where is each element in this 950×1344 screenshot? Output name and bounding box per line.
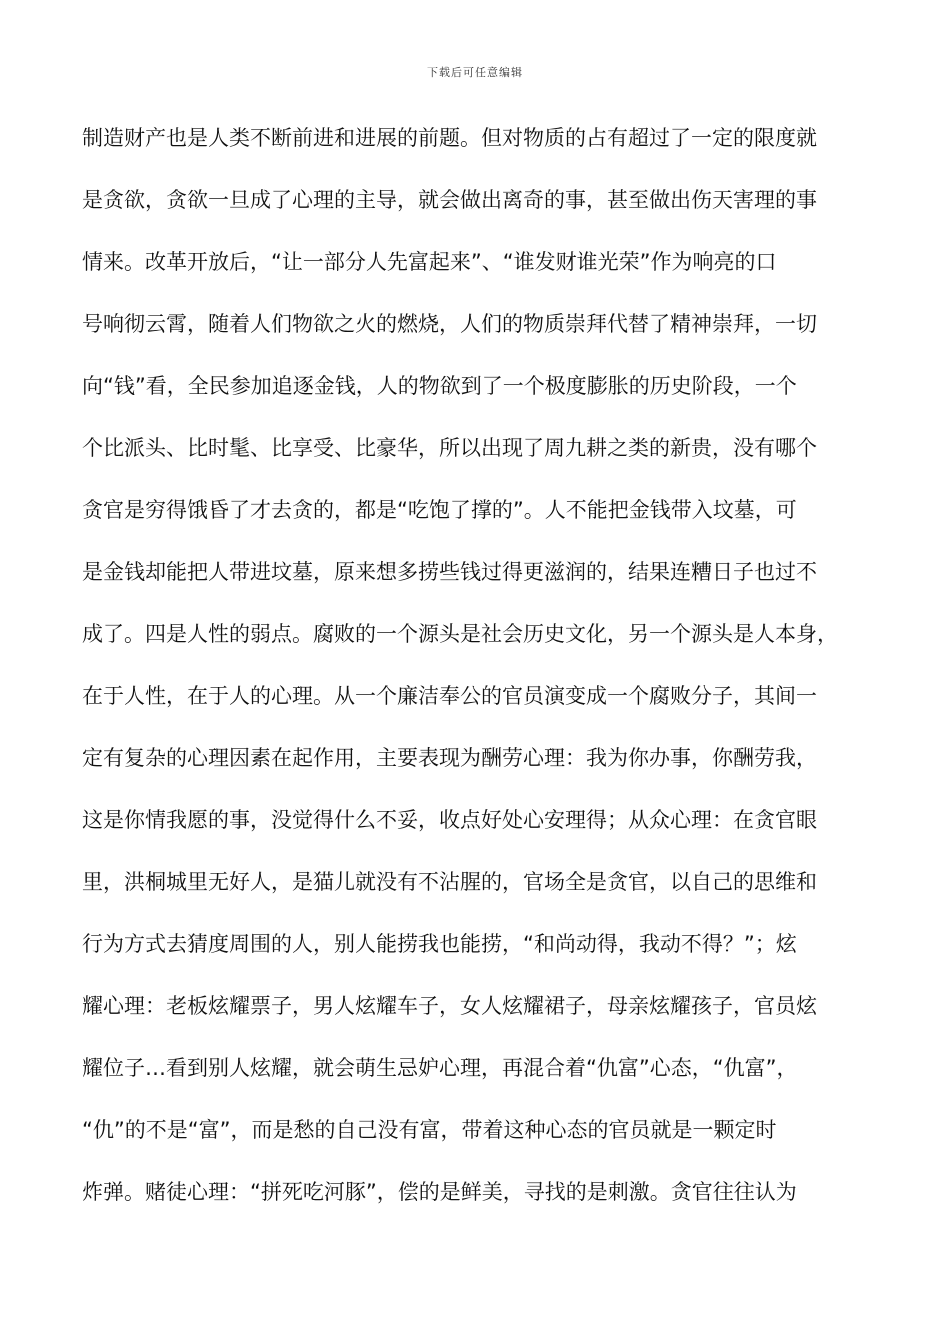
- text-line: 耀心理：老板炫耀票子，男人炫耀车子，女人炫耀裙子，母亲炫耀孩子，官员炫: [82, 994, 817, 1018]
- text-line: 个比派头、比时髦、比享受、比豪华，所以出现了周九耕之类的新贵，没有哪个: [82, 436, 817, 460]
- text-line: 行为方式去猜度周围的人，别人能捞我也能捞，“和尚动得，我动不得？”；炫: [82, 932, 797, 956]
- text-line: 成了。四是人性的弱点。腐败的一个源头是社会历史文化，另一个源头是人本身，: [82, 622, 838, 646]
- text-line: 这是你情我愿的事，没觉得什么不妥，收点好处心安理得；从众心理：在贪官眼: [82, 808, 817, 832]
- text-line: 里，洪桐城里无好人，是猫儿就没有不沾腥的，官场全是贪官，以自己的思维和: [82, 870, 817, 894]
- text-line: “仇”的不是“富”，而是愁的自己没有富，带着这种心态的官员就是一颗定时: [82, 1118, 777, 1142]
- text-line: 号响彻云霄，随着人们物欲之火的燃烧，人们的物质崇拜代替了精神崇拜，一切: [82, 312, 817, 336]
- text-line: 向“钱”看，全民参加追逐金钱，人的物欲到了一个极度膨胀的历史阶段，一个: [82, 374, 797, 398]
- text-line: 是贪欲，贪欲一旦成了心理的主导，就会做出离奇的事，甚至做出伤天害理的事: [82, 188, 817, 212]
- page-header: 下载后可任意编辑: [427, 66, 523, 79]
- text-line: 在于人性，在于人的心理。从一个廉洁奉公的官员演变成一个腐败分子，其间一: [82, 684, 817, 708]
- text-line: 炸弹。赌徒心理：“拼死吃河豚”，偿的是鲜美，寻找的是刺激。贪官往往认为: [82, 1180, 797, 1204]
- text-line: 制造财产也是人类不断前进和进展的前题。但对物质的占有超过了一定的限度就: [82, 126, 817, 150]
- text-line: 定有复杂的心理因素在起作用，主要表现为酬劳心理：我为你办事，你酬劳我，: [82, 746, 817, 770]
- text-line: 耀位子…看到别人炫耀，就会萌生忌妒心理，再混合着“仇富”心态，“仇富”，: [82, 1056, 798, 1080]
- text-line: 是金钱却能把人带进坟墓，原来想多捞些钱过得更滋润的，结果连糟日子也过不: [82, 560, 817, 584]
- body-paragraph: [82, 118, 882, 1234]
- text-line: 贪官是穷得饿昏了才去贪的，都是“吃饱了撑的”。人不能把金钱带入坟墓，可: [82, 498, 797, 522]
- text-line: 情来。改革开放后，“让一部分人先富起来”、“谁发财谁光荣”作为响亮的口: [82, 250, 777, 274]
